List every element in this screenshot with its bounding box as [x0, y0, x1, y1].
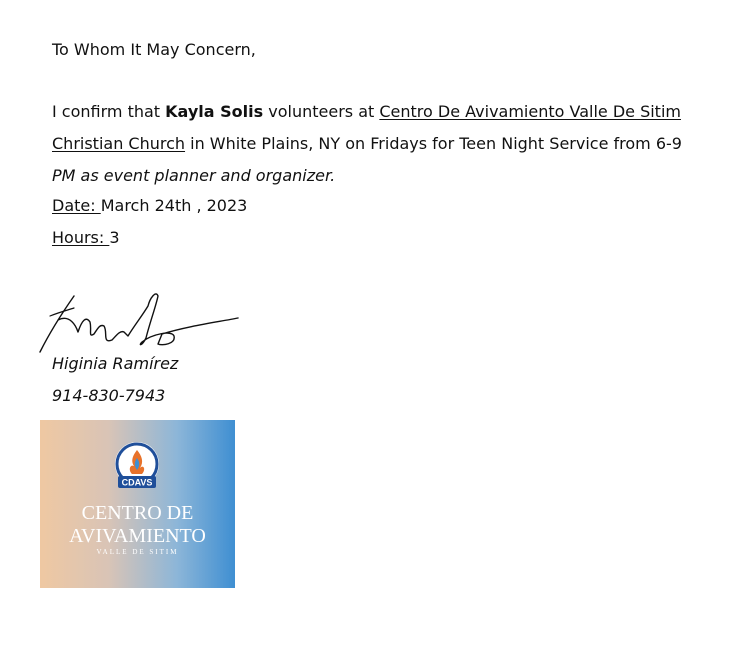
confirm-intro: I confirm that — [52, 102, 166, 121]
church-name-part1: Centro De Avivamiento Valle De Sitim — [379, 102, 681, 121]
date-label: Date: — [52, 196, 101, 215]
volunteer-name: Kayla Solis — [165, 102, 264, 121]
signer-phone: 914-830-7943 — [52, 386, 166, 405]
signer-name: Higinia Ramírez — [52, 354, 179, 373]
hours-value: 3 — [109, 228, 120, 247]
volunteers-at-text: volunteers at — [263, 102, 380, 121]
role-text: PM as event planner and organizer. — [52, 166, 336, 185]
hours-label: Hours: — [52, 228, 110, 247]
logo-title-line1: CENTRO DE — [81, 502, 194, 524]
church-seal-icon — [112, 440, 162, 496]
logo-title-line2: AVIVAMIENTO — [69, 525, 206, 547]
hours-line — [52, 228, 120, 248]
location-service-text: in White Plains, NY on Fridays for Teen Night Service from 6-9 — [185, 134, 682, 153]
date-line — [52, 196, 247, 216]
handwritten-signature — [38, 286, 242, 360]
church-name-part2: Christian Church — [52, 134, 186, 153]
salutation: To Whom It May Concern, — [52, 40, 256, 59]
logo-subtitle: VALLE DE SITIM — [96, 548, 179, 556]
confirmation-line-1 — [52, 102, 681, 122]
seal-abbreviation: CDAVS — [121, 477, 153, 488]
church-logo — [40, 420, 235, 588]
date-value: March 24th , 2023 — [100, 196, 248, 215]
confirmation-line-2 — [52, 134, 682, 154]
